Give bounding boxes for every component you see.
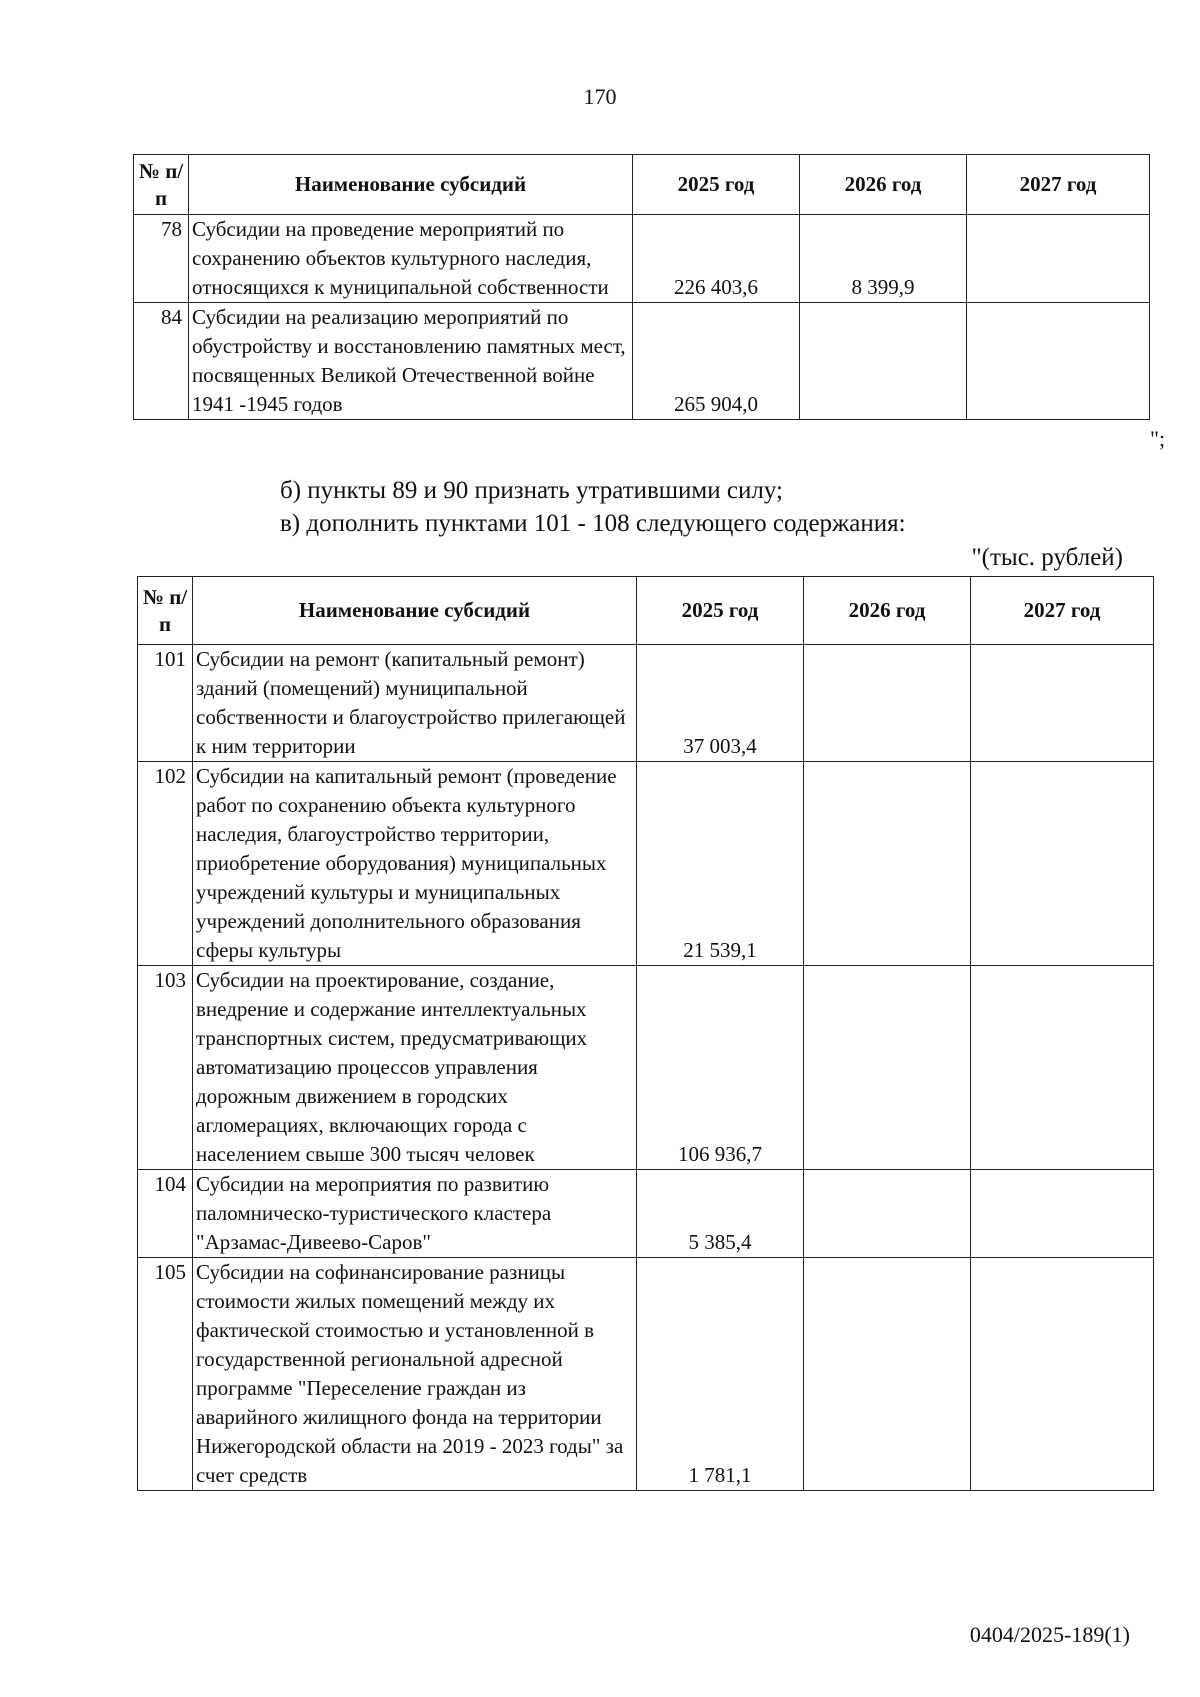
value-2026 xyxy=(804,966,971,1170)
value-2025: 226 403,6 xyxy=(633,215,800,303)
header-2026: 2026 год xyxy=(800,155,967,215)
value-2027 xyxy=(971,1170,1154,1258)
row-number: 84 xyxy=(134,303,189,420)
subsidy-name: Субсидии на капитальный ремонт (проведение работ по сохранению объекта культурного наследия, благоустройство территории, приобретение оборудования) муниципальных учреждений культуры и муниципальных учреждений дополнительного образования сферы культуры xyxy=(193,762,637,966)
table-row xyxy=(138,645,1154,762)
value-2026: 8 399,9 xyxy=(800,215,967,303)
value-2027 xyxy=(971,966,1154,1170)
table-row xyxy=(138,1258,1154,1491)
subsidy-name: Субсидии на проектирование, создание, внедрение и содержание интеллектуальных транспортных систем, предусматривающих автоматизацию процессов управления дорожным движением в городских агломерациях, включающих города с населением свыше 300 тысяч человек xyxy=(193,966,637,1170)
closing-quote: "; xyxy=(1150,426,1166,451)
value-2025: 106 936,7 xyxy=(637,966,804,1170)
subsidy-name: Субсидии на проведение мероприятий по сохранению объектов культурного наследия, относящихся к муниципальной собственности xyxy=(189,215,633,303)
subsidy-name: Субсидии на софинансирование разницы стоимости жилых помещений между их фактической стоимостью и установленной в государственной региональной адресной программе "Переселение граждан из аварийного жилищного фонда на территории Нижегородской области на 2019 - 2023 годы" за счет средств xyxy=(193,1258,637,1491)
subsidy-name: Субсидии на ремонт (капитальный ремонт) зданий (помещений) муниципальной собственности и благоустройство прилегающей к ним территории xyxy=(193,645,637,762)
paragraph-b: б) пункты 89 и 90 признать утратившими силу; xyxy=(280,477,783,504)
value-2026 xyxy=(804,762,971,966)
value-2026 xyxy=(804,645,971,762)
subsidy-table-1 xyxy=(133,154,1150,420)
paragraph-c: в) дополнить пунктами 101 - 108 следующего содержания: xyxy=(280,510,906,537)
value-2025: 5 385,4 xyxy=(637,1170,804,1258)
row-number: 78 xyxy=(134,215,189,303)
header-2027: 2027 год xyxy=(971,577,1154,645)
value-2027 xyxy=(967,215,1150,303)
table-row xyxy=(134,303,1150,420)
row-number: 104 xyxy=(138,1170,193,1258)
value-2025: 265 904,0 xyxy=(633,303,800,420)
value-2026 xyxy=(804,1258,971,1491)
value-2025: 37 003,4 xyxy=(637,645,804,762)
value-2027 xyxy=(971,762,1154,966)
header-name: Наименование субсидий xyxy=(193,577,637,645)
header-name: Наименование субсидий xyxy=(189,155,633,215)
subsidy-table-2 xyxy=(137,576,1154,1491)
value-2027 xyxy=(971,1258,1154,1491)
page-number: 170 xyxy=(583,84,617,109)
header-2025: 2025 год xyxy=(637,577,804,645)
subsidy-name: Субсидии на мероприятия по развитию паломническо-туристического кластера "Арзамас-Дивеево-Саров" xyxy=(193,1170,637,1258)
table-row xyxy=(138,762,1154,966)
header-2027: 2027 год xyxy=(967,155,1150,215)
row-number: 105 xyxy=(138,1258,193,1491)
value-2025: 1 781,1 xyxy=(637,1258,804,1491)
table-header-row xyxy=(134,155,1150,215)
table-row xyxy=(134,215,1150,303)
value-2027 xyxy=(967,303,1150,420)
subsidy-name: Субсидии на реализацию мероприятий по обустройству и восстановлению памятных мест, посвященных Великой Отечественной войне 1941 -1945 годов xyxy=(189,303,633,420)
value-2026 xyxy=(800,303,967,420)
row-number: 103 xyxy=(138,966,193,1170)
table-header-row xyxy=(138,577,1154,645)
header-num: № п/п xyxy=(138,577,193,645)
row-number: 102 xyxy=(138,762,193,966)
units-label: "(тыс. рублей) xyxy=(971,544,1123,571)
row-number: 101 xyxy=(138,645,193,762)
header-num: № п/п xyxy=(134,155,189,215)
value-2026 xyxy=(804,1170,971,1258)
header-2025: 2025 год xyxy=(633,155,800,215)
table-row xyxy=(138,1170,1154,1258)
value-2025: 21 539,1 xyxy=(637,762,804,966)
value-2027 xyxy=(971,645,1154,762)
table-row xyxy=(138,966,1154,1170)
document-code: 0404/2025-189(1) xyxy=(969,1622,1130,1647)
header-2026: 2026 год xyxy=(804,577,971,645)
